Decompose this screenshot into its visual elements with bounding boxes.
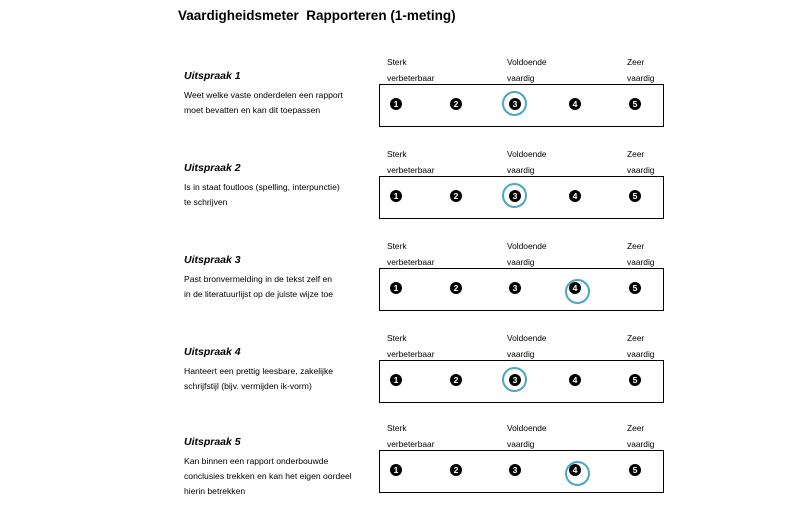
scale-option-2[interactable]: 2 — [450, 98, 462, 110]
scale-option-1[interactable]: 1 — [390, 190, 402, 202]
scale-option-3[interactable]: 3 — [509, 190, 521, 202]
statement-line: Weet welke vaste onderdelen een rapport — [184, 90, 343, 100]
scale-option-3[interactable]: 3 — [509, 98, 521, 110]
scale-label-high — [627, 238, 654, 270]
scale-label-mid — [507, 146, 547, 178]
statement-line: Is in staat foutloos (spelling, interpunctie) — [184, 182, 340, 192]
statement-block — [0, 56, 800, 148]
scale-label-high-line: vaardig — [627, 349, 655, 359]
selected-rating-circle — [502, 367, 527, 392]
statement-line: Hanteert een prettig leesbare, zakelijke — [184, 366, 334, 376]
rating-scale — [379, 176, 664, 219]
scale-label-mid — [507, 330, 547, 362]
scale-option-1[interactable]: 1 — [390, 464, 402, 476]
scale-label-high — [627, 54, 654, 86]
statement-text — [184, 88, 376, 118]
statement-block — [0, 240, 800, 332]
scale-label-mid-line: vaardig — [507, 439, 535, 449]
scale-label-high-line: vaardig — [627, 257, 655, 267]
scale-label-high-line: Zeer — [627, 423, 645, 433]
scale-label-mid — [507, 420, 547, 452]
statement-title: Uitspraak 5 — [184, 436, 241, 448]
rating-scale — [379, 84, 664, 127]
scale-option-1[interactable]: 1 — [390, 374, 402, 386]
page-title: Vaardigheidsmeter Rapporteren (1-meting) — [178, 8, 456, 23]
scale-option-4[interactable]: 4 — [569, 374, 581, 386]
selected-rating-circle — [502, 183, 527, 208]
scale-label-low-line: verbeterbaar — [387, 165, 435, 175]
scale-label-mid-line: vaardig — [507, 73, 535, 83]
scale-label-low-line: verbeterbaar — [387, 257, 435, 267]
scale-label-mid-line: Voldoende — [507, 333, 547, 343]
scale-option-2[interactable]: 2 — [450, 374, 462, 386]
scale-label-low-line: Sterk — [387, 423, 407, 433]
scale-option-5[interactable]: 5 — [629, 98, 641, 110]
scale-option-5[interactable]: 5 — [629, 464, 641, 476]
scale-label-mid-line: vaardig — [507, 257, 535, 267]
scale-label-low-line: Sterk — [387, 333, 407, 343]
rating-scale — [379, 360, 664, 403]
rating-scale — [379, 450, 664, 493]
scale-option-1[interactable]: 1 — [390, 98, 402, 110]
scale-label-low-line: verbeterbaar — [387, 349, 435, 359]
scale-option-4[interactable]: 4 — [569, 190, 581, 202]
statement-line: Kan binnen een rapport onderbouwde — [184, 456, 329, 466]
rating-scale — [379, 268, 664, 311]
scale-option-4[interactable]: 4 — [569, 464, 581, 476]
scale-option-5[interactable]: 5 — [629, 374, 641, 386]
scale-option-3[interactable]: 3 — [509, 374, 521, 386]
scale-label-high-line: Zeer — [627, 149, 645, 159]
statement-block — [0, 148, 800, 240]
scale-option-3[interactable]: 3 — [509, 464, 521, 476]
scale-label-high-line: Zeer — [627, 333, 645, 343]
statement-text — [184, 364, 376, 394]
scale-label-mid-line: vaardig — [507, 165, 535, 175]
statement-text — [184, 180, 376, 210]
scale-label-low-line: Sterk — [387, 57, 407, 67]
scale-option-2[interactable]: 2 — [450, 464, 462, 476]
scale-option-5[interactable]: 5 — [629, 190, 641, 202]
statement-line: conclusies trekken en kan het eigen oordeel — [184, 471, 352, 481]
selected-rating-circle — [565, 279, 590, 304]
statement-line: Past bronvermelding in de tekst zelf en — [184, 274, 333, 284]
statement-text — [184, 454, 376, 499]
scale-option-2[interactable]: 2 — [450, 282, 462, 294]
scale-label-low-line: verbeterbaar — [387, 73, 435, 83]
statement-line: moet bevatten en kan dit toepassen — [184, 105, 321, 115]
scale-option-3[interactable]: 3 — [509, 282, 521, 294]
scale-option-1[interactable]: 1 — [390, 282, 402, 294]
statement-line: te schrijven — [184, 197, 228, 207]
statement-line: hierin betrekken — [184, 486, 246, 496]
scale-label-low — [387, 330, 435, 362]
scale-label-low-line: Sterk — [387, 241, 407, 251]
scale-label-low — [387, 238, 435, 270]
scale-option-4[interactable]: 4 — [569, 98, 581, 110]
scale-option-2[interactable]: 2 — [450, 190, 462, 202]
scale-label-mid — [507, 54, 547, 86]
statement-title: Uitspraak 3 — [184, 254, 241, 266]
scale-label-low-line: Sterk — [387, 149, 407, 159]
scale-label-high — [627, 420, 654, 452]
selected-rating-circle — [565, 461, 590, 486]
scale-option-5[interactable]: 5 — [629, 282, 641, 294]
scale-label-low — [387, 146, 435, 178]
statement-block — [0, 422, 800, 514]
statement-text — [184, 272, 376, 302]
statement-line: in de literatuurlijst op de juiste wijze toe — [184, 289, 334, 299]
scale-label-high — [627, 330, 654, 362]
scale-label-mid-line: vaardig — [507, 349, 535, 359]
statement-block — [0, 332, 800, 424]
scale-label-mid — [507, 238, 547, 270]
scale-label-high — [627, 146, 654, 178]
scale-label-mid-line: Voldoende — [507, 149, 547, 159]
statement-line: schrijfstijl (bijv. vermijden ik-vorm) — [184, 381, 312, 391]
statement-title: Uitspraak 1 — [184, 70, 241, 82]
scale-label-mid-line: Voldoende — [507, 241, 547, 251]
scale-label-high-line: Zeer — [627, 57, 645, 67]
scale-label-low-line: verbeterbaar — [387, 439, 435, 449]
scale-label-mid-line: Voldoende — [507, 423, 547, 433]
scale-label-high-line: Zeer — [627, 241, 645, 251]
scale-option-4[interactable]: 4 — [569, 282, 581, 294]
scale-label-low — [387, 54, 435, 86]
statement-title: Uitspraak 4 — [184, 346, 241, 358]
scale-label-low — [387, 420, 435, 452]
scale-label-high-line: vaardig — [627, 165, 655, 175]
scale-label-high-line: vaardig — [627, 439, 655, 449]
scale-label-high-line: vaardig — [627, 73, 655, 83]
scale-label-mid-line: Voldoende — [507, 57, 547, 67]
statement-title: Uitspraak 2 — [184, 162, 241, 174]
selected-rating-circle — [502, 91, 527, 116]
